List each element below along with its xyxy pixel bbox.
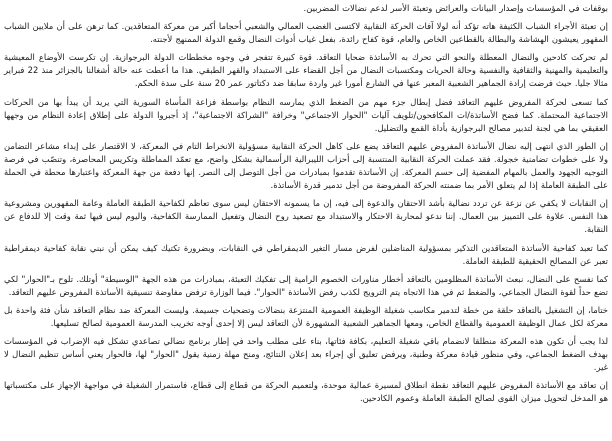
paragraph: لذا يجب أن تكون هذه المعركة منطلقا لانضمام باقي شغيلة التعليم، بكافة فئاتها، بناء على مطلب واحد في إطار برنامج نضالي تصاعدي تشكل فيه الإضراب في المؤسسات بهدف الضغط الجماعي، وفي منظور قيادة معركة وطنية، ويرفض تعليق أي إجراء بعد إعلان النتائج، ومنح مهلة زمنية يقول "الحوار" لها، فالحوار يعني أساس تنظيم النضال لا غير.	[4, 336, 608, 373]
paragraph: لم تحركت كادحين والنضال المعطلة والنحو التي تحرك به الأساتذة ضحايا التعاقد. قوة كبيرة تتفجر في وجوه مخططات الدولة البرجوازية. إن تكرست الأوضاع المعيشية والتعليمية والمهنية والثقافية والنفسية وحالة الحريات ومكتسبات النضال من أجل القضاء على الاستبداد والقهر الطبقي. هذا ما أعطت عنه حالة أشغالنا بالجزائر منذ 22 فبراير مثالا جليا. حيث فرضت إرادة الجماهير الشعبية المعبر عنها في الشارع أمورا غير واردة سابقا ضد دكتاتور عمر 20 سنة على سدة الحكم.	[4, 52, 608, 89]
paragraph: كما نفسح على النضال، نبعث الأساتذة المظلومين بالتعاقد أخطار مناورات الخصوم الرامية إلى تفكيك التعبئة، بمبادرات من هذه الجهة "الوسيطة" أوتلك. تلوح بـ"الحوار" لكي تضع حداً لقوة النضال الجماعي، والضغط ثم في هذا الاتجاه يتم الترويج لكذب رفض الأساتذة "الحوار". فيما الوزارة ترفض مفاوضة تنسيقية الأساتذة المفروض عليهم التعاقد.	[4, 273, 608, 297]
paragraph: إن الطور الذي انتهى إليه نضال الأساتذة المفروض عليهم التعاقد يضع على كاهل الحركة النقابية مسؤولية الانخراط التام في المعركة، لا الاقتصار على إبداء مشاعر التضامن ولا على خطوات تضامنية خجولة. فقد عملت الحركة النقابية المنتسبة إلى أحزاب الليبرالية الرأسمالية بشكل واضح، مع تعمّد المماطلة وتكريس المحاصرة، وتنصّب في فرصة التوجيه الجهود والعمل بالمهام المفضية إلى حسم المعركة. إن الأساتذة تقدموا بمبادرات من أجل التوصل إلى النصر. إنها دفعة من جهة المعركة واعتبارها محطة في الحملة على الطبقة العاملة إذا لم يتعلق الأمر بما ضمنته الحركة المفروضة من أجل تدمير قدرة الأساتذة.	[4, 140, 608, 191]
paragraph: إن النقابات لا يكفي عن نزعة عن تردد نضالية بأشد الاحتقان والدعوة إلى فيه، إن ما يسمونه الاحتقان ليس سوى تعاظم لكفاحية الطبقة العاملة وعامة المقهورين ومشروعية هذا النفس. علاوة على التمييز بين العمال. إننا ندعو لمحاربة الاحتكار والاستبداد مع تصعيد روح النضال وتفعيل الممارسة الكفاحية، واليوم ليس فيها ثمة وقت إلا للدفاع عن النقابة.	[4, 198, 608, 235]
paragraph: إن تعبئة الأجراء الشباب الكثيفة هاته تؤكد أنه لولا آفات الحركة النقابية لاكتسى الغضب العمالي والشعبي أحجاما أكبر من معركة المتعاقدين. كما ترهن على أن ملايين الشباب المقهور يعيشون الهشاشة والبطالة بالقطاعين الخاص والعام، قوة كفاح رائدة، بفعل غياب أدوات النضال وقمع الدولة الممنهج لأجنته.	[4, 21, 608, 45]
paragraph: كما تعبد كفاحية الأساتذة المتعاقدين التذكير بمسؤولية المناضلين لفرض مسار التغير الديمقراطي في النقابات، وبضرورة تكتيك كيف يمكن أن نبني نقابة كفاحية ديمقراطية تعبر عن المصالح الحقيقية للطبقة العاملة.	[4, 242, 608, 266]
paragraph: كما تسعى لحركة المفروض عليهم التعاقد فضل إبطال جزء مهم من الضغط الذي يمارسه النظام بواسطة فزاعة المأساة السورية التي يريد أن يبدأ بها من الحركات الاجتماعية المحتملة. كما فضح الأساتذة/ات المكافحون/تلويف آليات "الحوار الاجتماعي" وخرافة "الشراكة الاجتماعية"، إذ أجبروا الدولة على إطلاق إعادة النظام من وجهها العقيقي بما هي لجنة لتدبير مصالح البرجوازية بأداة القمع والتضليل.	[4, 96, 608, 133]
paragraph: بوقفات في المؤسسات وإصدار البيانات والعرائض وتعبئة الأسر لدعم نضالات المضربين.	[303, 3, 608, 13]
paragraph: إن تعاقد مع الأساتذة المفروض عليهم التعاقد نقطة انطلاق لمسيرة عمالية موحدة، ولتعميم الحركة من قطاع إلى قطاع، فاستمرار الشغيلة في مواجهة الإجهاز على مكتسباتها هو المدخل لتحويل ميزان القوى لصالح الطبقة العاملة وعموم الكادحين.	[4, 380, 608, 404]
paragraph: ختاما، إن التشغيل بالتعاقد حلقة من خطة لتدمير مكاسب شغيلة الوظيفة العمومية المنتزعة بنضالات وتضحيات جسيمة. وليست المعركة ضد نظام التعاقد شأن فئة واحدة بل معركة لكل عمال الوظيفة العمومية والقطاع الخاص، ومعها الجماهير الشعبية المشهورة لأن التعاقد ليس إلا إحدى أوجه تخريب المدرسة العمومية لصالح تسليعها.	[4, 304, 608, 328]
